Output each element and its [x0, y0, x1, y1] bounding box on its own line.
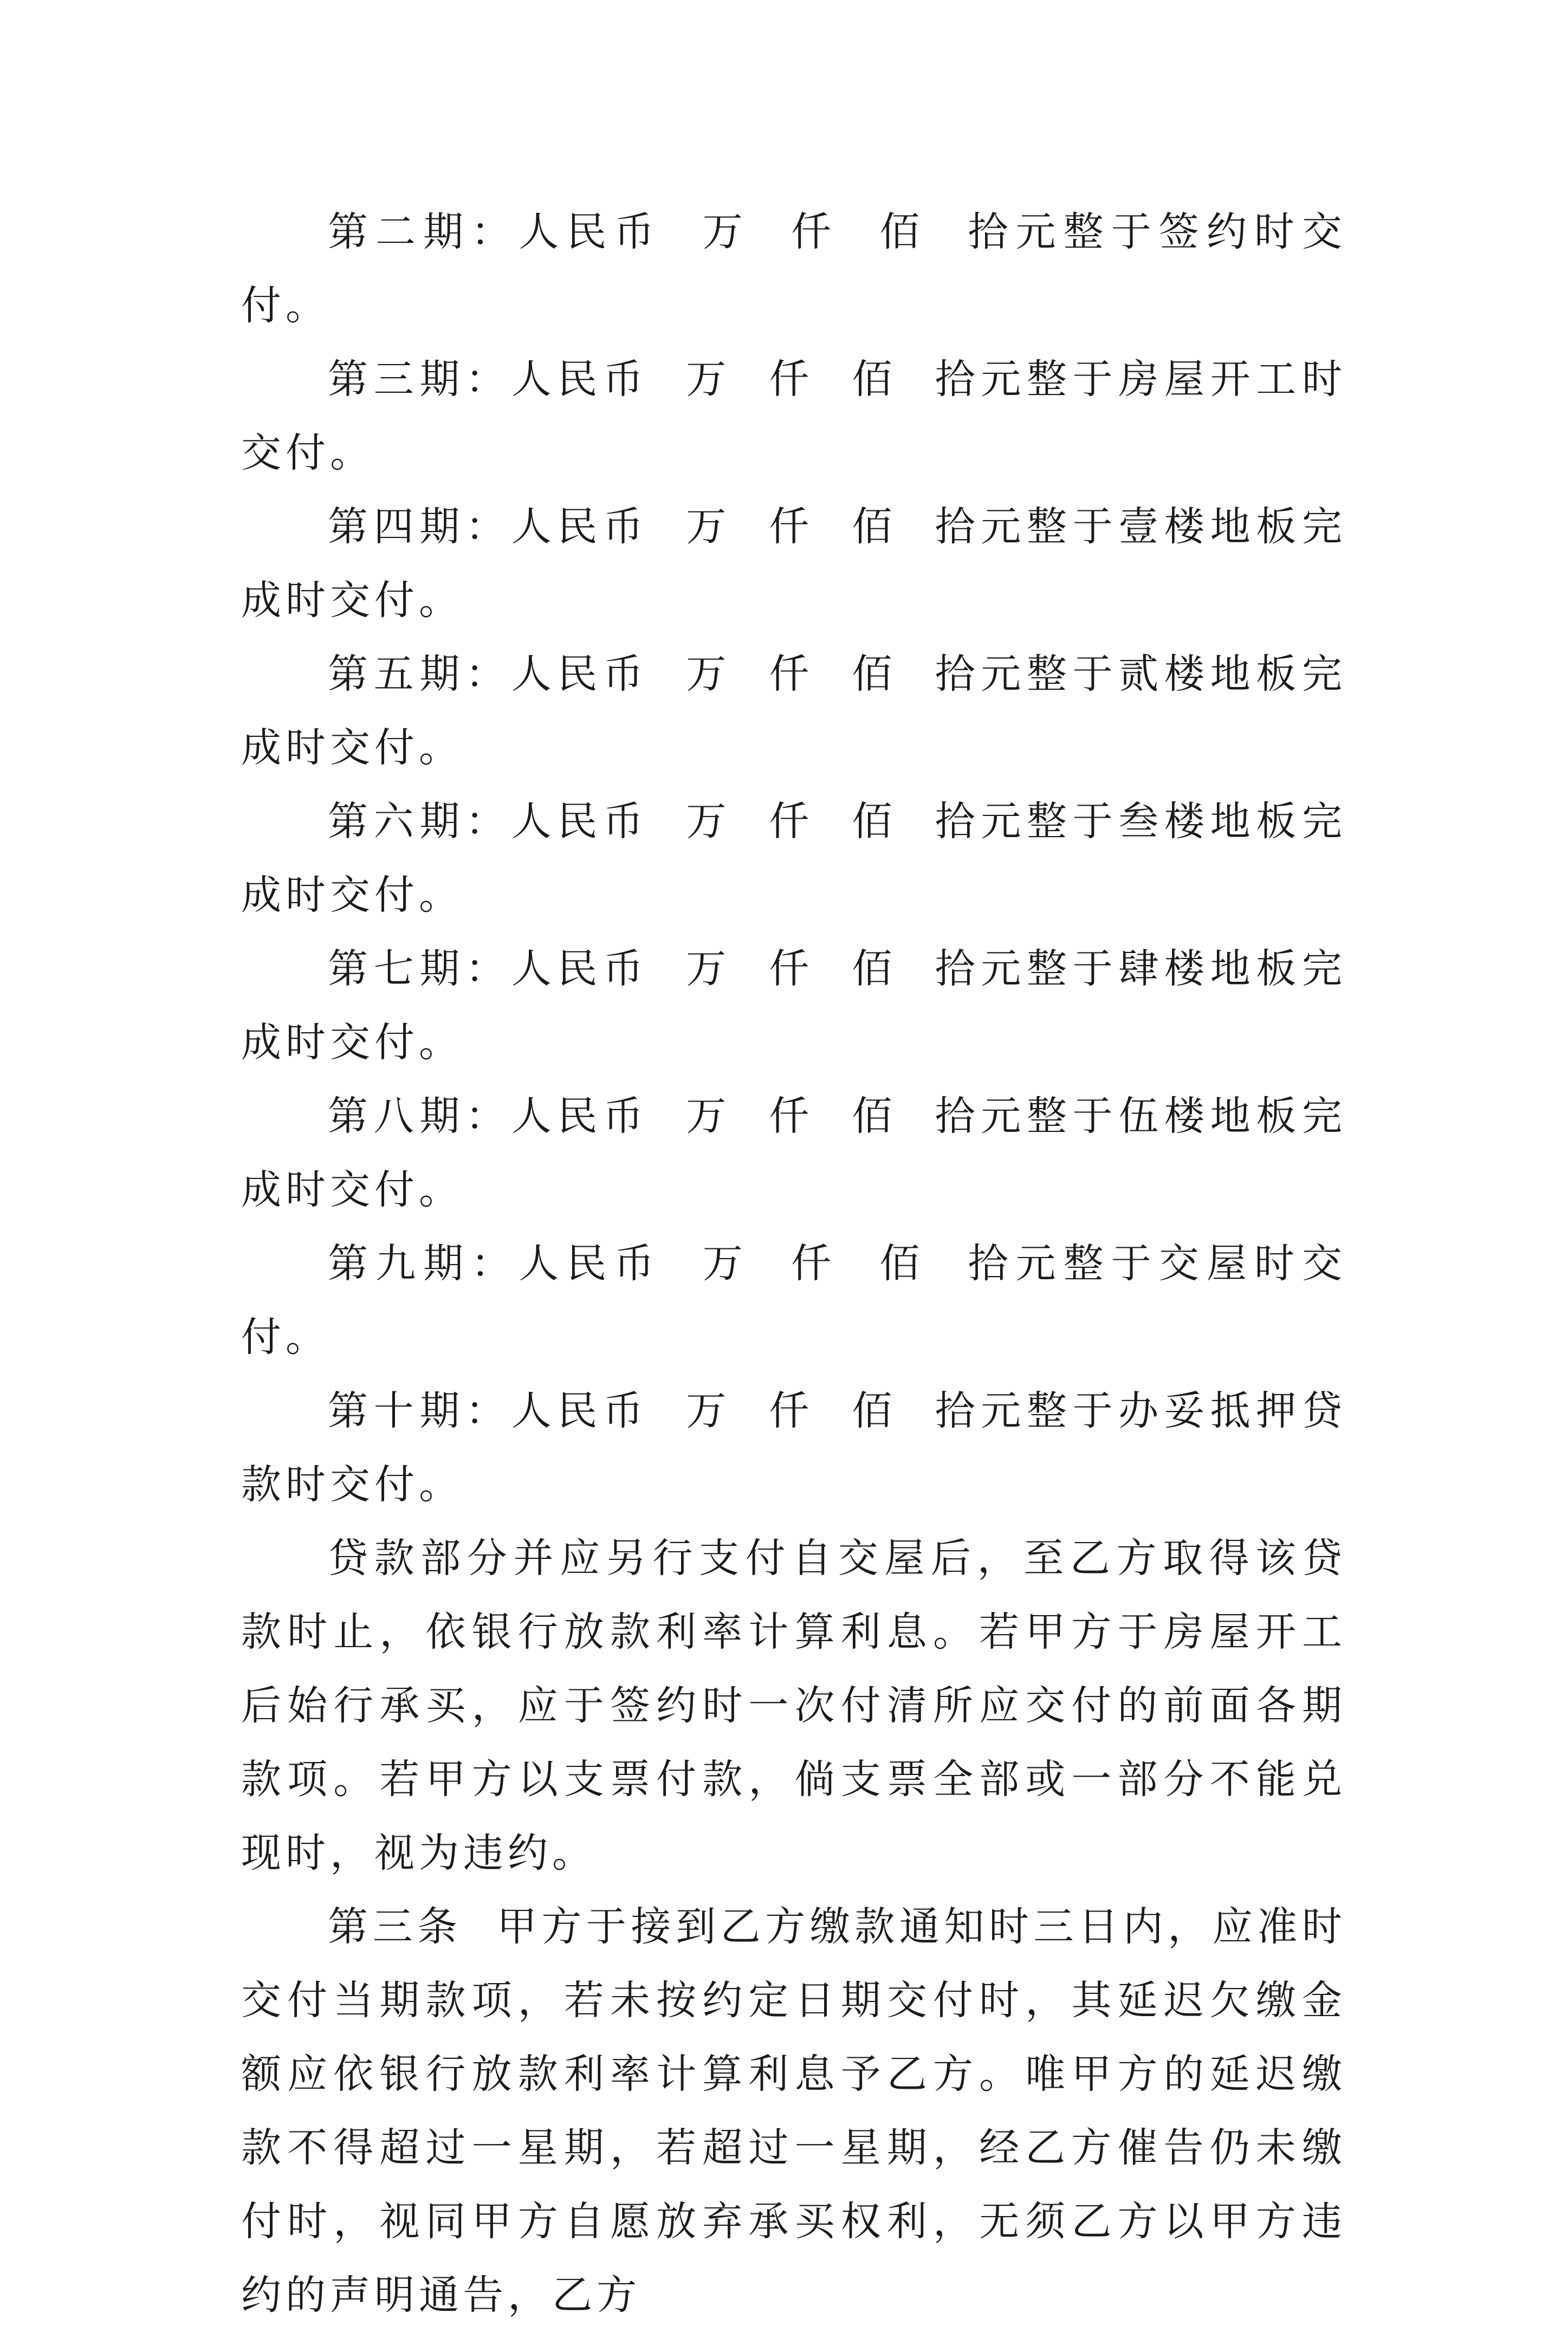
paragraph-article-3: 第三条 甲方于接到乙方缴款通知时三日内，应准时交付当期款项，若未按约定日期交付时，其延迟欠缴金额应依银行放款利率计算利息予乙方。唯甲方的延迟缴款不得超过一星期，若超过一星期，经乙方催告仍未缴付时，视同甲方自愿放弃承买权利，无须乙方以甲方违约的声明通告，乙方 — [241, 1903, 1346, 2318]
paragraph-installment-8: 第八期：人民币 万 仟 佰 拾元整于伍楼地板完成时交付。 — [241, 1093, 1346, 1213]
paragraph-installment-7: 第七期：人民币 万 仟 佰 拾元整于肆楼地板完成时交付。 — [241, 945, 1346, 1066]
paragraph-installment-6: 第六期：人民币 万 仟 佰 拾元整于叁楼地板完成时交付。 — [241, 798, 1346, 918]
paragraph-loan-interest: 贷款部分并应另行支付自交屋后，至乙方取得该贷款时止，依银行放款利率计算利息。若甲方于房屋开工后始行承买，应于签约时一次付清所应交付的前面各期款项。若甲方以支票付款，倘支票全部或一部分不能兑现时，视为违约。 — [241, 1535, 1346, 1876]
document-body — [241, 195, 1346, 2332]
paragraph-installment-5: 第五期：人民币 万 仟 佰 拾元整于贰楼地板完成时交付。 — [241, 651, 1346, 771]
paragraph-installment-10: 第十期：人民币 万 仟 佰 拾元整于办妥抵押贷款时交付。 — [241, 1388, 1346, 1508]
paragraph-installment-3: 第三期：人民币 万 仟 佰 拾元整于房屋开工时交付。 — [241, 356, 1346, 476]
paragraph-installment-4: 第四期：人民币 万 仟 佰 拾元整于壹楼地板完成时交付。 — [241, 503, 1346, 624]
paragraph-installment-9: 第九期：人民币 万 仟 佰 拾元整于交屋时交付。 — [241, 1240, 1346, 1361]
paragraph-installment-2: 第二期：人民币 万 仟 佰 拾元整于签约时交付。 — [241, 209, 1346, 329]
